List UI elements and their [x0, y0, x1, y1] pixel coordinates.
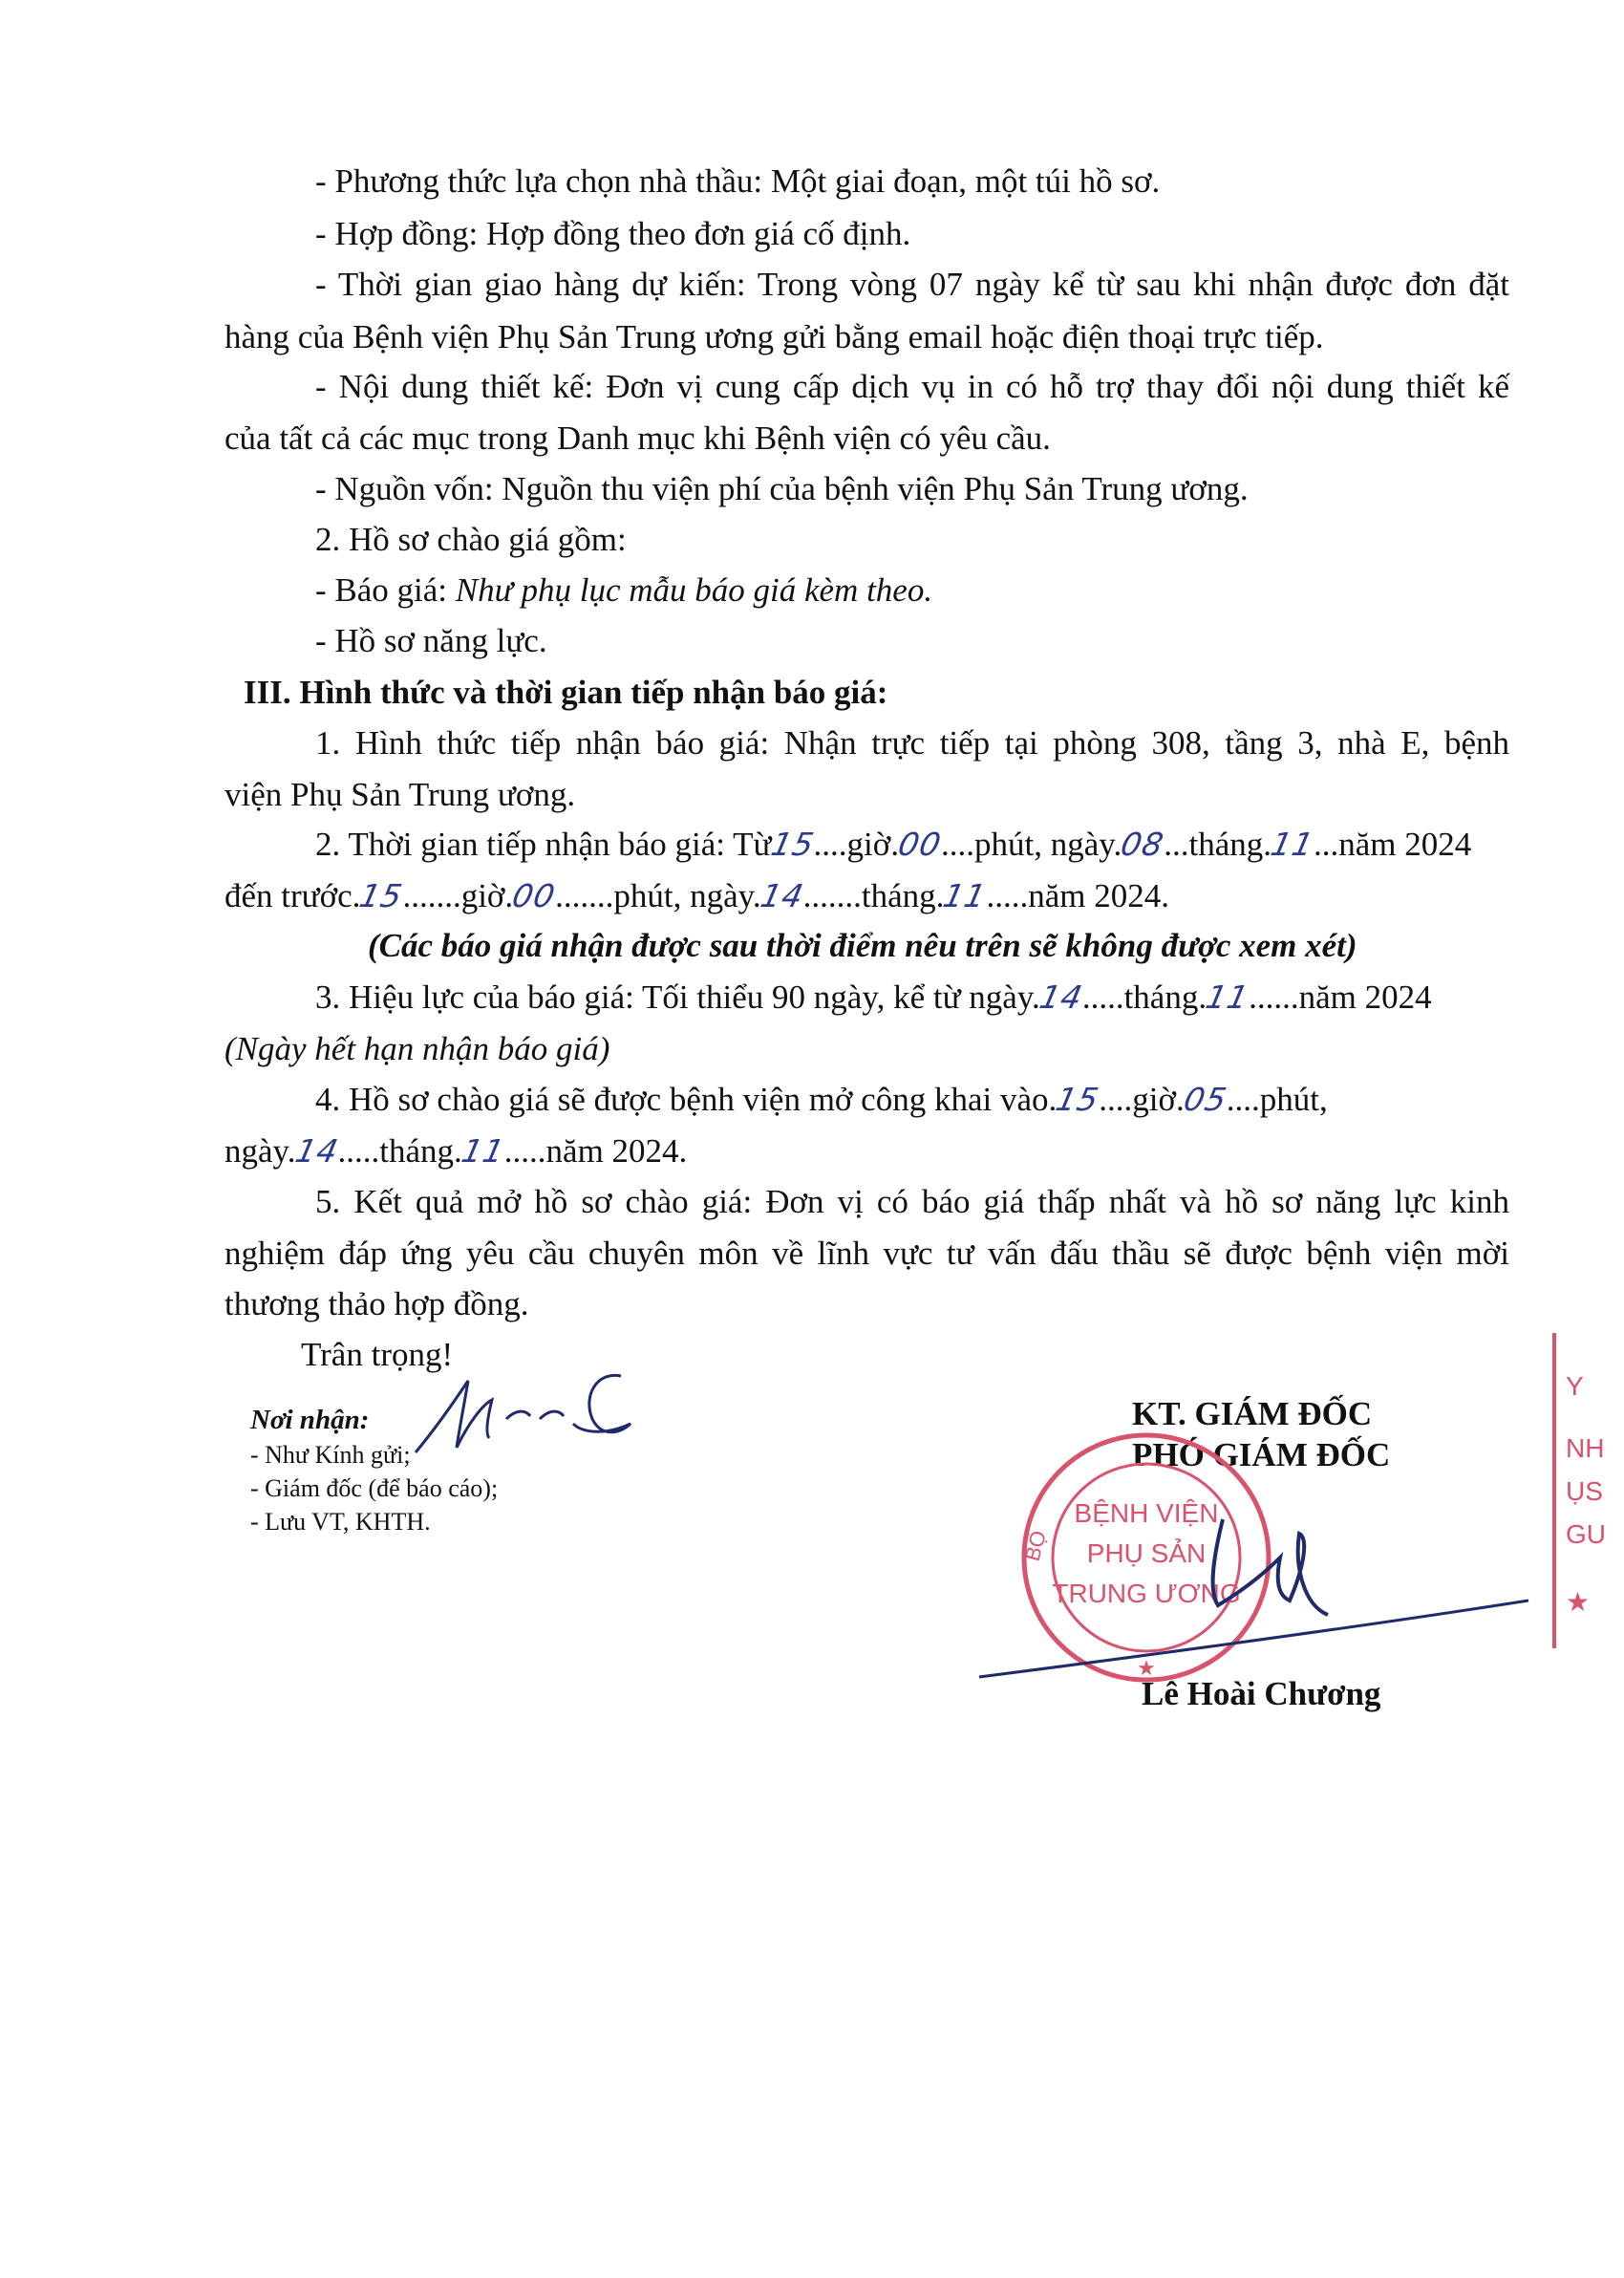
- partial-seal: [1552, 1333, 1624, 1648]
- closing: Trân trọng!: [301, 1336, 454, 1373]
- validity-note: (Ngày hết hạn nhận báo giá): [224, 1030, 610, 1067]
- text-segment: ....giờ.: [813, 826, 899, 863]
- text-segment: ngày.: [224, 1132, 296, 1170]
- text-segment: .......tháng.: [802, 877, 945, 914]
- quote-value: Như phụ lục mẫu báo giá kèm theo.: [455, 571, 933, 609]
- text-line: nghiệm đáp ứng yêu cầu chuyên môn về lĩnh vực tư vấn đấu thầu sẽ được bệnh viện mời: [224, 1235, 1509, 1272]
- text-segment: ....phút,: [1226, 1081, 1328, 1118]
- text-segment: 4. Hồ sơ chào giá sẽ được bệnh viện mở công khai vào.: [315, 1081, 1058, 1118]
- stamp-line-3: TRUNG ƯƠNG: [1052, 1579, 1241, 1608]
- text-segment: .......giờ.: [402, 877, 514, 914]
- stamp-line-1: BỆNH VIỆN: [1074, 1498, 1219, 1528]
- text-segment: ....giờ.: [1099, 1081, 1185, 1118]
- recipient-item: - Giám đốc (để báo cáo);: [250, 1474, 499, 1502]
- text-line: - Phương thức lựa chọn nhà thầu: Một giai đoạn, một túi hồ sơ.: [315, 162, 1161, 200]
- text-segment: đến trước.: [224, 877, 361, 914]
- seal-star-icon: ★: [1566, 1587, 1591, 1617]
- handwritten-hour: 15: [1053, 1081, 1103, 1118]
- receive-deadline-line: [224, 879, 1169, 913]
- handwritten-minute: 00: [509, 877, 560, 914]
- text-segment: .....năm 2024.: [503, 1132, 688, 1170]
- signature-icon: [974, 1500, 1538, 1691]
- signature-title-2: PHÓ GIÁM ĐỐC: [1132, 1436, 1391, 1473]
- text-segment: .....tháng.: [337, 1132, 462, 1170]
- text-line: 5. Kết quả mở hồ sơ chào giá: Đơn vị có báo giá thấp nhất và hồ sơ năng lực kinh: [315, 1183, 1509, 1220]
- text-segment: 2. Thời gian tiếp nhận báo giá: Từ: [315, 826, 772, 863]
- seal-text: NH: [1566, 1433, 1605, 1463]
- recipients-title: Nơi nhận:: [250, 1405, 370, 1435]
- seal-text: ỤS: [1566, 1476, 1603, 1506]
- text-segment: .......phút, ngày.: [555, 877, 761, 914]
- text-line: - Nội dung thiết kế: Đơn vị cung cấp dịch vụ in có hỗ trợ thay đổi nội dung thiết kế: [315, 368, 1509, 405]
- handwritten-month: 11: [1202, 978, 1253, 1016]
- text-line: - Thời gian giao hàng dự kiến: Trong vòng 07 ngày kể từ sau khi nhận được đơn đặt: [315, 266, 1509, 303]
- text-line: 1. Hình thức tiếp nhận báo giá: Nhận trực tiếp tại phòng 308, tầng 3, nhà E, bệnh: [315, 724, 1509, 762]
- recipient-item: - Lưu VT, KHTH.: [250, 1508, 431, 1536]
- text-line: viện Phụ Sản Trung ương.: [224, 776, 576, 813]
- text-line: thương thảo hợp đồng.: [224, 1285, 529, 1322]
- quote-line: [315, 573, 932, 607]
- note-line: (Các báo giá nhận được sau thời điểm nêu trên sẽ không được xem xét): [368, 927, 1357, 964]
- text-line: hàng của Bệnh viện Phụ Sản Trung ương gửi bằng email hoặc điện thoại trực tiếp.: [224, 318, 1324, 355]
- text-segment: .....tháng.: [1081, 978, 1207, 1016]
- opening-time-line: [315, 1083, 1328, 1116]
- text-segment: 3. Hiệu lực của báo giá: Tối thiểu 90 ngày, kể từ ngày.: [315, 978, 1040, 1016]
- handwritten-minute: 00: [894, 826, 946, 863]
- receive-time-line: [315, 827, 1471, 861]
- handwritten-month: 11: [458, 1132, 508, 1170]
- text-line: - Hồ sơ năng lực.: [315, 622, 547, 659]
- text-segment: ...năm 2024: [1314, 826, 1472, 863]
- text-line: - Nguồn vốn: Nguồn thu viện phí của bệnh viện Phụ Sản Trung ương.: [315, 470, 1249, 507]
- seal-text: GU: [1566, 1519, 1606, 1549]
- handwritten-day: 14: [1036, 978, 1086, 1016]
- text-line: - Hợp đồng: Hợp đồng theo đơn giá cố định.: [315, 215, 911, 252]
- section-heading: III. Hình thức và thời gian tiếp nhận báo giá:: [244, 674, 888, 711]
- text-line: 2. Hồ sơ chào giá gồm:: [315, 521, 627, 558]
- stamp-side: BỘ: [1019, 1528, 1052, 1564]
- opening-date-line: [224, 1134, 687, 1168]
- stamp-line-2: PHỤ SẢN: [1086, 1538, 1207, 1568]
- text-segment: .....năm 2024.: [986, 877, 1169, 914]
- seal-text: Y: [1566, 1371, 1584, 1401]
- signer-name: Lê Hoài Chương: [1142, 1675, 1381, 1712]
- text-segment: ......năm 2024: [1249, 978, 1432, 1016]
- text-segment: ....phút, ngày.: [940, 826, 1122, 863]
- recipient-item: - Như Kính gửi;: [250, 1441, 411, 1469]
- handwritten-hour: 15: [356, 877, 407, 914]
- handwritten-month: 11: [1267, 826, 1318, 863]
- initials-signature-icon: [401, 1357, 640, 1472]
- handwritten-hour: 15: [767, 826, 818, 863]
- signature-title-1: KT. GIÁM ĐỐC: [1132, 1395, 1373, 1432]
- text-line: của tất cả các mục trong Danh mục khi Bệnh viện có yêu cầu.: [224, 419, 1051, 457]
- validity-line: [315, 980, 1432, 1014]
- handwritten-month: 11: [940, 877, 991, 914]
- handwritten-day: 08: [1118, 826, 1168, 863]
- stamp-star-icon: ★: [1137, 1656, 1156, 1680]
- quote-label: - Báo giá:: [315, 571, 456, 609]
- handwritten-day: 14: [757, 877, 807, 914]
- handwritten-minute: 05: [1180, 1081, 1230, 1118]
- text-segment: ...tháng.: [1164, 826, 1271, 863]
- handwritten-day: 14: [291, 1132, 342, 1170]
